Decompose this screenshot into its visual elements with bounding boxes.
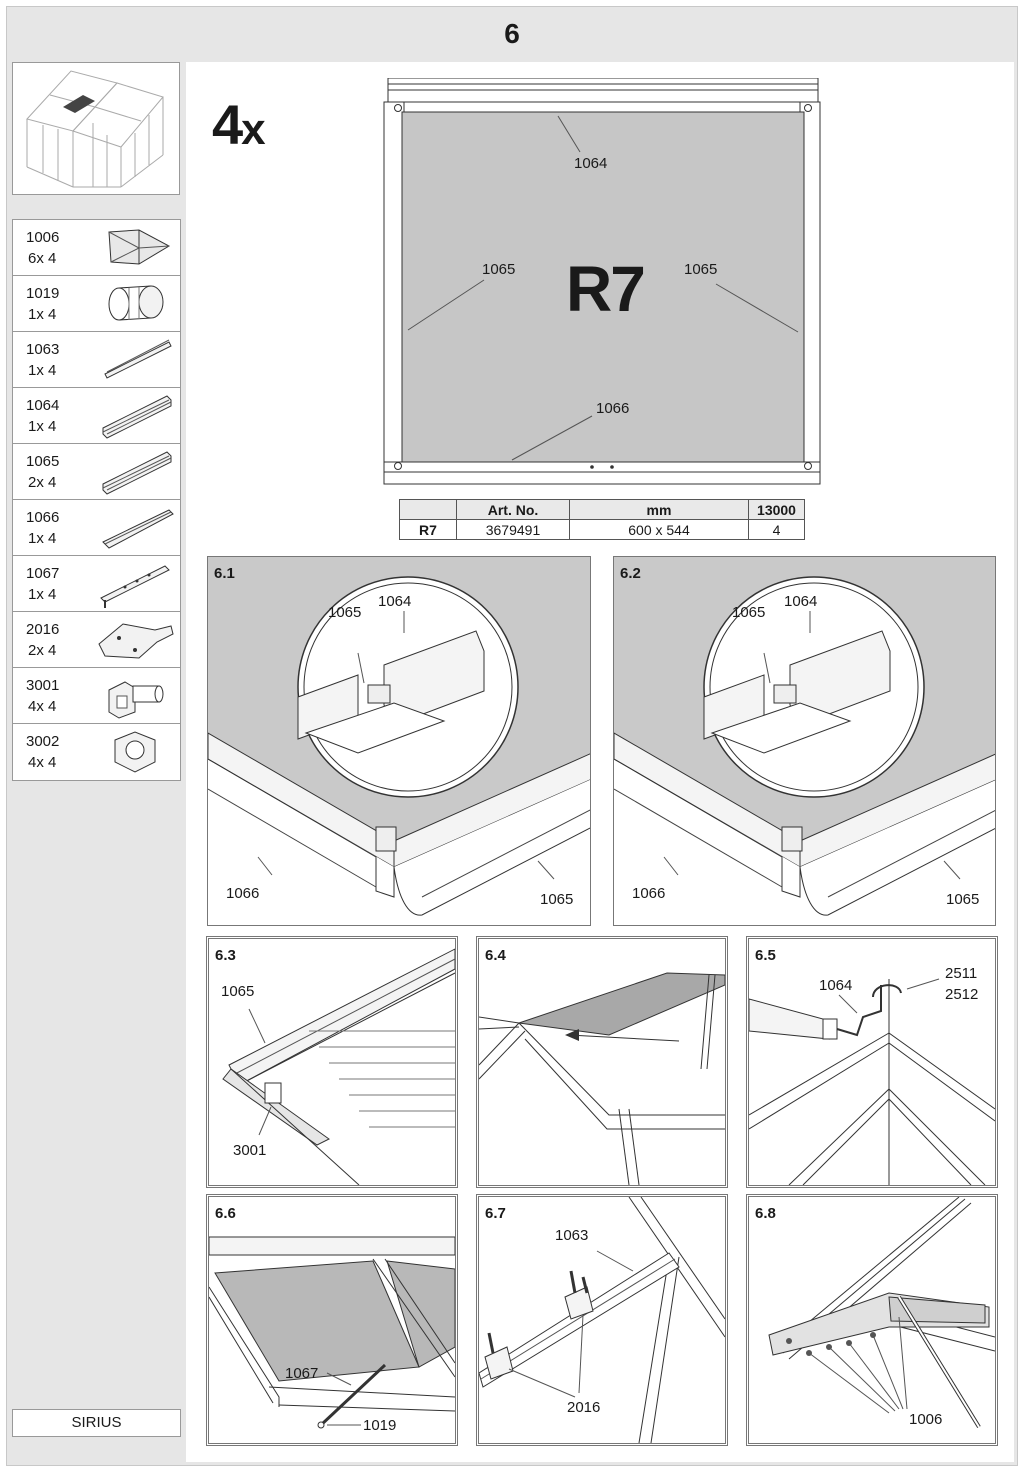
table-header-row xyxy=(400,500,805,520)
corner-assembly-drawing xyxy=(614,557,996,926)
step-number: 6.3 xyxy=(215,947,236,964)
step-number: 6.7 xyxy=(485,1205,506,1222)
part-row xyxy=(13,444,180,500)
profile-rail-icon xyxy=(95,448,175,496)
part-label: 1064 xyxy=(819,977,853,994)
step-6-5-panel xyxy=(746,936,998,1188)
frame-code: R7 xyxy=(566,253,644,325)
part-row xyxy=(13,276,180,332)
parts-list xyxy=(12,219,181,781)
part-row xyxy=(13,332,180,388)
part-label: 1065 xyxy=(328,604,362,621)
label-left-profile: 1065 xyxy=(482,261,516,278)
step-number: 6.2 xyxy=(620,565,641,582)
screw-fix-drawing xyxy=(749,1197,995,1443)
greenhouse-thumbnail xyxy=(12,62,180,195)
part-code: 1066 xyxy=(26,509,60,526)
model-name: SIRIUS xyxy=(12,1409,181,1437)
part-label: 2016 xyxy=(567,1399,601,1416)
table-cell: 600 x 544 xyxy=(570,520,749,540)
step-number: 6.6 xyxy=(215,1205,236,1222)
corner-assembly-drawing xyxy=(208,557,591,926)
profile-rail-icon xyxy=(95,504,175,552)
part-qty: 1x 4 xyxy=(28,530,57,547)
part-row xyxy=(13,500,180,556)
greenhouse-icon xyxy=(13,63,179,194)
step-6-2-panel xyxy=(613,556,996,926)
label-bottom-profile: 1066 xyxy=(596,400,630,417)
window-insert-drawing xyxy=(479,939,725,1185)
part-label: 2512 xyxy=(945,986,979,1003)
part-qty: 1x 4 xyxy=(28,306,57,323)
part-qty: 2x 4 xyxy=(28,642,57,659)
part-row xyxy=(13,388,180,444)
nut-icon xyxy=(95,728,175,776)
part-code: 2016 xyxy=(26,621,60,638)
part-qty: 4x 4 xyxy=(28,754,57,771)
part-code: 1065 xyxy=(26,453,60,470)
page-number: 6 xyxy=(504,18,520,49)
sleeve-icon xyxy=(95,280,175,328)
part-label: 1063 xyxy=(555,1227,589,1244)
bolt-icon xyxy=(95,672,175,720)
part-label: 1066 xyxy=(226,885,260,902)
table-header-cell xyxy=(400,500,457,520)
step-6-1-panel xyxy=(207,556,591,926)
profile-rail-icon xyxy=(95,336,175,384)
bracket-mount-drawing xyxy=(479,1197,725,1443)
part-label: 2511 xyxy=(945,965,978,982)
part-row xyxy=(13,220,180,276)
window-stay-icon xyxy=(95,560,175,608)
part-code: 1019 xyxy=(26,285,60,302)
step-number: 6.5 xyxy=(755,947,776,964)
spec-table xyxy=(399,499,805,540)
window-stay-install-drawing xyxy=(209,1197,455,1443)
table-header-cell: mm xyxy=(570,500,749,520)
part-code: 1006 xyxy=(26,229,60,246)
table-row xyxy=(400,520,805,540)
step-6-4-panel xyxy=(476,936,728,1188)
part-row xyxy=(13,556,180,612)
part-code: 1063 xyxy=(26,341,60,358)
part-label: 1064 xyxy=(378,593,412,610)
table-cell: R7 xyxy=(400,520,457,540)
table-header-cell: Art. No. xyxy=(457,500,570,520)
part-row xyxy=(13,612,180,668)
part-code: 3002 xyxy=(26,733,60,750)
step-6-8-panel xyxy=(746,1194,998,1446)
quantity-multiplier: x xyxy=(241,105,264,154)
quantity-label xyxy=(212,92,264,157)
step-6-6-panel xyxy=(206,1194,458,1446)
part-qty: 1x 4 xyxy=(28,418,57,435)
part-label: 1006 xyxy=(909,1411,943,1428)
cone-screw-icon xyxy=(95,224,175,272)
part-qty: 1x 4 xyxy=(28,362,57,379)
table-cell: 4 xyxy=(749,520,805,540)
part-label: 1067 xyxy=(285,1365,319,1382)
part-code: 1067 xyxy=(26,565,60,582)
part-qty: 4x 4 xyxy=(28,698,57,715)
label-top-profile: 1064 xyxy=(574,155,608,172)
part-label: 1065 xyxy=(221,983,255,1000)
table-cell: 3679491 xyxy=(457,520,570,540)
part-code: 3001 xyxy=(26,677,60,694)
step-number: 6.1 xyxy=(214,565,235,582)
part-label: 1065 xyxy=(732,604,766,621)
part-qty: 6x 4 xyxy=(28,250,57,267)
table-header-cell: 13000 xyxy=(749,500,805,520)
part-label: 1019 xyxy=(363,1417,397,1434)
step-6-3-panel xyxy=(206,936,458,1188)
step-number: 6.8 xyxy=(755,1205,776,1222)
part-qty: 1x 4 xyxy=(28,586,57,603)
step-number: 6.4 xyxy=(485,947,506,964)
label-right-profile: 1065 xyxy=(684,261,718,278)
quantity-number: 4 xyxy=(212,93,242,156)
step-6-7-panel xyxy=(476,1194,728,1446)
profile-rail-icon xyxy=(95,392,175,440)
part-row xyxy=(13,724,180,780)
part-row xyxy=(13,668,180,724)
part-label: 1065 xyxy=(540,891,574,908)
part-label: 1066 xyxy=(632,885,666,902)
part-label: 1064 xyxy=(784,593,818,610)
part-code: 1064 xyxy=(26,397,60,414)
part-qty: 2x 4 xyxy=(28,474,57,491)
part-label: 3001 xyxy=(233,1142,267,1159)
bracket-plate-icon xyxy=(95,616,175,664)
part-label: 1065 xyxy=(946,891,980,908)
